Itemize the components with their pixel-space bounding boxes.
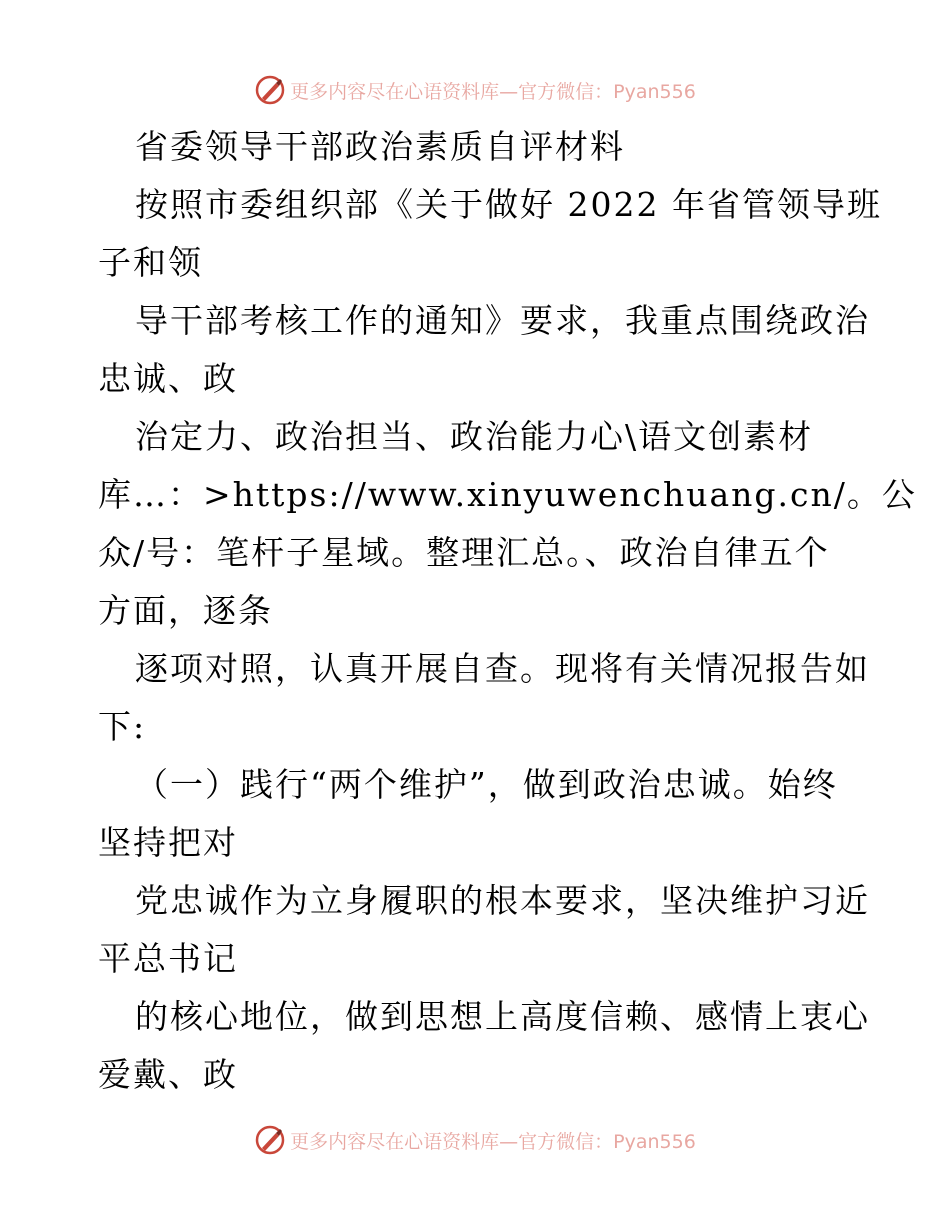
doc-line: 的核心地位，做到思想上高度信赖、感情上衷心 (135, 997, 870, 1036)
doc-line: 平总书记 (98, 939, 238, 978)
doc-line: 爱戴、政 (98, 1055, 238, 1094)
doc-line: 众/号：笔杆子星域。整理汇总。、政治自律五个 (98, 533, 830, 572)
doc-line: 忠诚、政 (98, 359, 238, 398)
doc-title: 省委领导干部政治素质自评材料 (135, 127, 625, 166)
doc-line: 按照市委组织部《关于做好 2022 年省管领导班 (135, 185, 882, 224)
doc-line: 党忠诚作为立身履职的根本要求，坚决维护习近 (135, 881, 870, 920)
doc-line: 方面，逐条 (98, 591, 273, 630)
doc-line: 治定力、政治担当、政治能力心\语文创素材 (135, 417, 814, 456)
footer-watermark (0, 1120, 950, 1160)
doc-line: （一）践行“两个维护”，做到政治忠诚。始终 (135, 765, 838, 804)
doc-line: 子和领 (98, 243, 203, 282)
doc-line: 库…：>https://www.xinyuwenchuang.cn/。公 (98, 475, 917, 514)
pen-logo-icon (254, 1124, 286, 1156)
watermark-text: 更多内容尽在心语资料库—官方微信：Pyan556 (290, 80, 696, 103)
doc-line: 坚持把对 (98, 823, 238, 862)
doc-line: 导干部考核工作的通知》要求，我重点围绕政治 (135, 301, 870, 340)
doc-line: 逐项对照，认真开展自查。现将有关情况报告如 (135, 649, 870, 688)
watermark-text: 更多内容尽在心语资料库—官方微信：Pyan556 (290, 1130, 696, 1153)
document-body (98, 118, 917, 1104)
doc-line: 下: (98, 707, 147, 746)
header-watermark (0, 70, 950, 110)
pen-logo-icon (254, 74, 286, 106)
